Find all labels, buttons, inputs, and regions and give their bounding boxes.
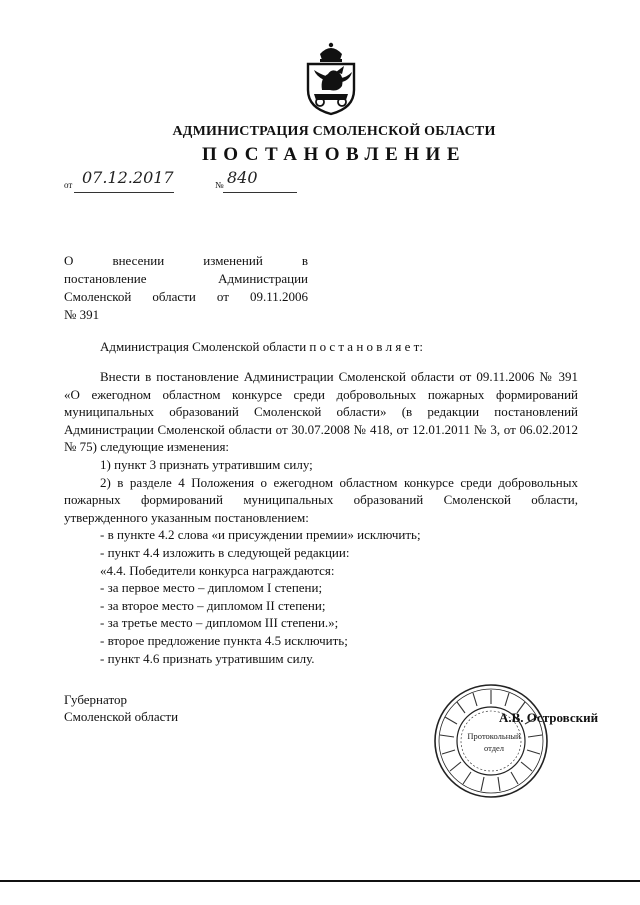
body-sub-item: - за второе место – дипломом II степени; [100, 597, 326, 613]
number-underline [223, 192, 297, 193]
body-item-2: 2) в разделе 4 Положения о ежегодном областном конкурсе среди добровольных пожарных формирований муниципальных образований Смоленской области, утвержденного указанным постановлением: [64, 474, 578, 525]
stamp-center-line: отдел [483, 743, 505, 753]
number-label: № [215, 180, 224, 190]
preamble: Администрация Смоленской области п о с т а н о в л я е т: [100, 339, 423, 354]
subject-line: постановление Администрации [64, 271, 308, 286]
document-body [64, 368, 578, 667]
position-line: Губернатор [64, 692, 127, 707]
position-line: Смоленской области [64, 709, 179, 724]
document-subject [64, 252, 308, 324]
body-sub-item: «4.4. Победители конкурса награждаются: [100, 562, 335, 578]
stamp-center-text [467, 730, 521, 754]
organization-title: АДМИНИСТРАЦИЯ СМОЛЕНСКОЙ ОБЛАСТИ [172, 124, 496, 139]
body-intro: Внести в постановление Администрации Смоленской области от 09.11.2006 № 391 «О ежегодном областном конкурсе среди добровольных пожарных формирований муниципальных образований Смоленской области» (в редакции постановлений Администрации Смоленской области от 30.07.2008 № 418, от 12.01.2011 № 3, от 06.02.2012 № 75) следующие изменения: [64, 369, 578, 455]
signatory-position [64, 691, 178, 725]
date-label: от [64, 180, 73, 190]
subject-line: Смоленской области от 09.11.2006 [64, 289, 308, 304]
document-type-title: ПОСТАНОВЛЕНИЕ [201, 144, 467, 165]
coat-of-arms-emblem [298, 40, 364, 116]
signatory-name: А.В. Островский [499, 710, 599, 725]
stamp-center-line: Протокольный [467, 731, 521, 741]
subject-line: О внесении изменений в [64, 253, 308, 268]
body-sub-item: - в пункте 4.2 слова «и присуждении премии» исключить; [100, 527, 421, 543]
body-item-1: 1) пункт 3 признать утратившим силу; [100, 456, 313, 472]
bottom-divider [0, 880, 640, 882]
body-sub-item: - пункт 4.6 признать утратившим силу. [100, 650, 315, 666]
body-sub-item: - пункт 4.4 изложить в следующей редакции: [100, 544, 350, 560]
date-underline [74, 192, 174, 193]
subject-line: № 391 [64, 307, 100, 322]
number-value: 840 [227, 168, 258, 187]
date-value: 07.12.2017 [82, 168, 174, 187]
body-sub-item: - за первое место – дипломом I степени; [100, 580, 323, 596]
body-sub-item: - второе предложение пункта 4.5 исключить; [100, 632, 348, 648]
body-sub-item: - за третье место – дипломом III степени.»; [100, 615, 339, 631]
